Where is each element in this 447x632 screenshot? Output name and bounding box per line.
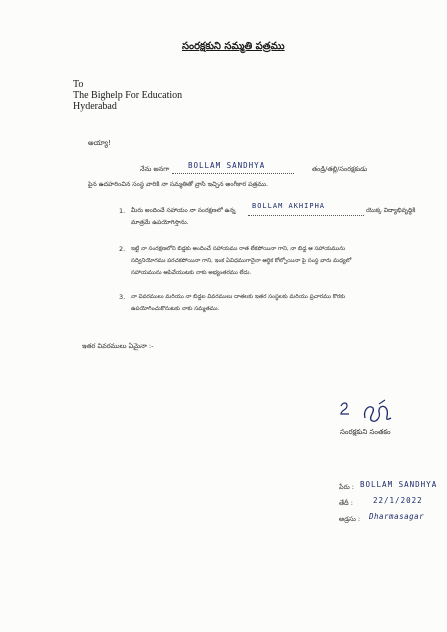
footer-name-label: పేరు : bbox=[339, 483, 354, 491]
point-1-line2: మాత్రమే ఉపయోగిస్తాను. bbox=[131, 219, 189, 226]
address-city: Hyderabad bbox=[73, 101, 117, 112]
point-3-line1: నా వివరములు మరియు నా బిడ్డల వివరములు దాతలకు ఇతర సంస్థలకు మరియు ప్రచారము కొరకు bbox=[131, 294, 345, 300]
point-3-line2: ఉపయోగించుకొనుటకు నాకు సమ్మతము. bbox=[131, 306, 220, 312]
intro-line2: పైన ఉదహరించిన సంస్థ వారికి నా సమ్మతితో వ్రాసి ఇచ్చిన అంగీకార పత్రము. bbox=[88, 181, 268, 188]
child-name: BOLLAM AKHIPHA bbox=[252, 202, 326, 210]
point-2-number: 2. bbox=[119, 245, 126, 253]
footer-date-value: 22/1/2022 bbox=[373, 496, 423, 505]
signature-label: సంరక్షకుని సంతకం bbox=[340, 428, 391, 436]
point-2-line2: సద్వినియోగము పరచకపోయినా గాని, ఇంక ఏవిధముగానైనా ఆర్థిక కోల్పోయినా పై సంస్థ వారు మధ్యలో bbox=[131, 258, 352, 264]
footer-address-label: అడ్రసు : bbox=[339, 515, 361, 523]
intro-prefix: నేను అనగా bbox=[140, 165, 170, 173]
point-2-line1: ఇట్టి నా సంరక్షణలోని బిడ్డకు అందించే సహాయము రాత లేకపోయినా గాని, నా బిడ్డ ఆ సహాయమును bbox=[131, 246, 346, 252]
point-1-prefix: మీరు అందించే సహాయం నా సంరక్షణలో ఉన్న bbox=[131, 207, 236, 214]
guardian-signature bbox=[335, 398, 405, 426]
other-details-label: ఇతర వివరములు ఏమైనా :- bbox=[82, 342, 154, 350]
footer-address-value: Dharmasagar bbox=[369, 512, 425, 521]
point-1-number: 1. bbox=[119, 207, 126, 215]
address-org: The Bighelp For Education bbox=[73, 90, 183, 101]
point-2-line3: సహాయమును ఆపివేయుటకు నాకు అభ్యంతరము లేదు. bbox=[131, 270, 252, 276]
footer-date-label: తేదీ : bbox=[339, 499, 353, 507]
address-to: To bbox=[73, 79, 84, 90]
letter-title: సంరక్షకుని సమ్మతి పత్రము bbox=[182, 41, 285, 52]
footer-name-value: BOLLAM SANDHYA bbox=[360, 480, 438, 489]
point-1-suffix: యొక్క విద్యాభివృద్ధికి bbox=[366, 207, 416, 214]
salutation: అయ్యా! bbox=[88, 139, 111, 147]
guardian-name: BOLLAM SANDHYA bbox=[188, 161, 266, 170]
point-3-number: 3. bbox=[119, 293, 126, 301]
intro-suffix: తండ్రి/తల్లి/సంరక్షకుడు bbox=[312, 165, 368, 173]
